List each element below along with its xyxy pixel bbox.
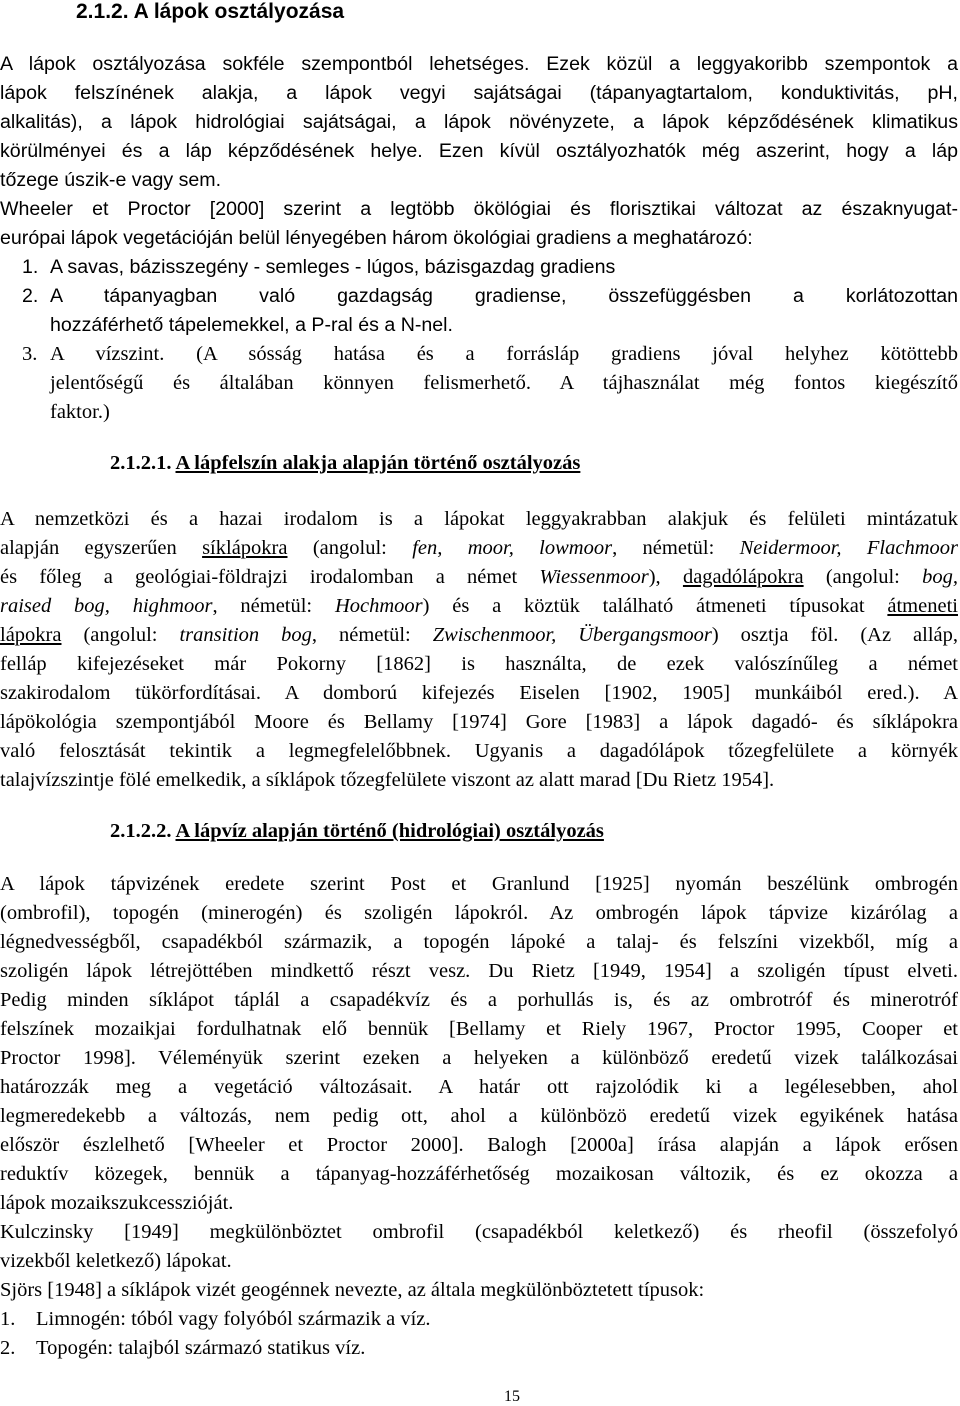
para-line: A lápok tápvizének eredete szerint Post et Granlund [1925] nyomán beszélünk ombrogén — [0, 873, 958, 895]
para-line: határozzák meg a vegetáció változásait. A határ ott rajzolódik ki a legélesebben, ahol — [0, 1076, 958, 1098]
text-run: (angolul: — [61, 624, 180, 646]
text-run: ), — [648, 566, 683, 588]
text-run: alapján egyszerűen — [0, 537, 203, 559]
para-line: először észlelhető [Wheeler et Proctor 2000]. Balogh [2000a] írása alapján a lápok erősen — [0, 1134, 958, 1156]
list-number: 1. — [0, 1308, 16, 1330]
para-line: (ombrofil), topogén (minerogén) és szoligén lápokról. Az ombrogén lápok tápvize kizárólag a — [0, 902, 958, 924]
para-line: való felosztását tekintik a legmegfelelőbbnek. Ugyanis a dagadólápok tőzegfelülete a környék — [0, 740, 958, 762]
text-run: ) és a köztük található átmeneti típusokat — [422, 595, 888, 617]
intro-line: lápok felszínének alakja, a lápok vegyi sajátságai (tápanyagtartalom, konduktivitás, pH, — [0, 82, 958, 104]
term-german: Wiessenmoor — [539, 566, 649, 588]
text-run: , németül: — [311, 624, 433, 646]
subsection-number: 2.1.2.2. — [110, 820, 172, 842]
para-line: felláp kifejezéseket már Pokorny [1862] is használta, de ezek valószínűleg a német — [0, 653, 958, 675]
intro-paragraph — [0, 50, 958, 253]
para-line: Kulczinsky [1949] megkülönböztet ombrofil (csapadékból keletkező) és rheofil (összefolyó — [0, 1221, 958, 1243]
intro-line: körülményei és a láp képződésének helye. Ezen kívül osztályozhatók még aszerint, hogy a láp — [0, 140, 958, 162]
list-number: 2. — [0, 1337, 16, 1359]
list-text: jelentőségű és általában könnyen felismerhető. A tájhasználat még fontos kiegészítő — [50, 372, 958, 394]
para-line — [0, 563, 958, 592]
intro-line: tőzege úszik-e vagy sem. — [0, 169, 222, 191]
para-line: szakirodalom tükörfordításai. A domború kifejezés Eiselen [1902, 1905] munkáiból ered.). A — [0, 682, 958, 704]
subsection-1-paragraph — [0, 505, 958, 795]
list-item — [0, 340, 958, 427]
term-english: transition bog — [179, 624, 312, 646]
text-run: (angolul: — [287, 537, 413, 559]
text-run: (angolul: — [803, 566, 923, 588]
intro-line: A lápok osztályozása sokféle szempontból lehetséges. Ezek közül a leggyakoribb szempontok a — [0, 53, 958, 75]
list-text: hozzáférhető tápelemekkel, a P-ral és a N-nel. — [50, 314, 453, 336]
para-line: Sjörs [1948] a síklápok vizét geogénnek nevezte, az általa megkülönböztetett típusok: — [0, 1279, 705, 1301]
term-german: Zwischenmoor, Übergangsmoor — [432, 624, 712, 646]
section-heading: 2.1.2. A lápok osztályozása — [76, 0, 345, 23]
term-dagadolap: dagadólápokra — [682, 566, 804, 588]
text-run: ) osztja föl. (Az alláp, — [711, 624, 958, 646]
term-german: Hochmoor — [334, 595, 423, 617]
term-english: fen, moor, lowmoor — [412, 537, 613, 559]
para-line: Pedig minden síklápot táplál a csapadékvíz és a porhullás is, és az ombrotróf és minerotróf — [0, 989, 958, 1011]
subsection-2-paragraph — [0, 870, 958, 1305]
list-text: A savas, bázisszegény - semleges - lúgos, bázisgazdag gradiens — [50, 256, 616, 278]
subsection-1-heading — [110, 452, 580, 475]
para-line: vizekből keletkező) lápokat. — [0, 1250, 232, 1272]
term-english: bog, — [922, 566, 958, 588]
term-lapokra: lápokra — [0, 624, 62, 646]
list-number: 2. — [22, 285, 39, 307]
term-atmeneti: átmeneti — [887, 595, 958, 617]
para-line: szoligén lápok létrejöttében mindkettő részt vesz. Du Rietz [1949, 1954] a szoligén típust elveti. — [0, 960, 958, 982]
term-english: raised bog, highmoor — [0, 595, 213, 617]
subsection-2-heading — [110, 820, 604, 843]
para-line — [0, 592, 958, 621]
text-run: és főleg a geológiai-földrajzi irodalomban a német — [0, 566, 540, 588]
list-item — [0, 282, 958, 340]
subsection-title: A lápfelszín alakja alapján történő osztályozás — [175, 452, 581, 474]
subsection-number: 2.1.2.1. — [110, 452, 172, 474]
para-line: reduktív közegek, bennük a tápanyag-hozzáférhetőség mozaikosan változik, és ez okozza a — [0, 1163, 958, 1185]
list-text: Topogén: talajból származó statikus víz. — [36, 1337, 366, 1359]
list-item — [0, 1305, 958, 1334]
para-line: felszínek mozaikjai fordulhatnak elő bennük [Bellamy et Riely 1967, Proctor 1995, Cooper et — [0, 1018, 958, 1040]
para-line: légnedvességből, csapadékból származik, a topogén lápoké a talaj- és felszíni vizekből, míg a — [0, 931, 958, 953]
intro-line: Wheeler et Proctor [2000] szerint a legtöbb ökölógiai és florisztikai változat az északnyugat- — [0, 198, 958, 220]
para-line: talajvízszintje fölé emelkedik, a síklápok tőzegfelülete viszont az alatt marad [Du Rietz 1954]. — [0, 769, 775, 791]
list-item — [0, 253, 958, 282]
list-item — [0, 1334, 958, 1363]
subsection-title: A lápvíz alapján történő (hidrológiai) osztályozás — [175, 820, 604, 842]
list-number: 3. — [22, 343, 38, 365]
term-german: Neidermoor, Flachmoor — [739, 537, 958, 559]
term-siklap: síklápokra — [202, 537, 288, 559]
para-line: Proctor 1998]. Véleményük szerint ezeken a helyeken a különböző eredetű vizek találkozásai — [0, 1047, 958, 1069]
intro-line: alkalitás), a lápok hidrológiai sajátságai, a lápok növényzete, a lápok képződésének klimatikus — [0, 111, 958, 133]
list-text: A vízszint. (A sósság hatása és a forrásláp gradiens jóval helyhez kötöttebb — [50, 343, 958, 365]
para-line — [0, 534, 958, 563]
intro-line: európai lápok vegetációján belül lényegében három ökológiai gradiens a meghatározó: — [0, 227, 753, 249]
para-line: lápökológia szempontjából Moore és Bellamy [1974] Gore [1983] a lápok dagadó- és síklápokra — [0, 711, 958, 733]
para-line: lápok mozaikszukcesszióját. — [0, 1192, 234, 1214]
text-run: , németül: — [212, 595, 335, 617]
text-run: , németül: — [612, 537, 740, 559]
list-text: A tápanyagban való gazdagság gradiense, összefüggésben a korlátozottan — [50, 285, 958, 307]
para-line — [0, 621, 958, 650]
list-number: 1. — [22, 256, 39, 278]
para-line: A nemzetközi és a hazai irodalom is a lápokat leggyakrabban alakjuk és felületi mintázatuk — [0, 508, 958, 530]
para-line: legmeredekebb a változás, nem pedig ott, ahol a különbözö eredetű vizek egyikének hatása — [0, 1105, 958, 1127]
page-number: 15 — [504, 1388, 520, 1405]
list-text: faktor.) — [50, 401, 110, 423]
list-text: Limnogén: tóból vagy folyóból származik a víz. — [36, 1308, 431, 1330]
